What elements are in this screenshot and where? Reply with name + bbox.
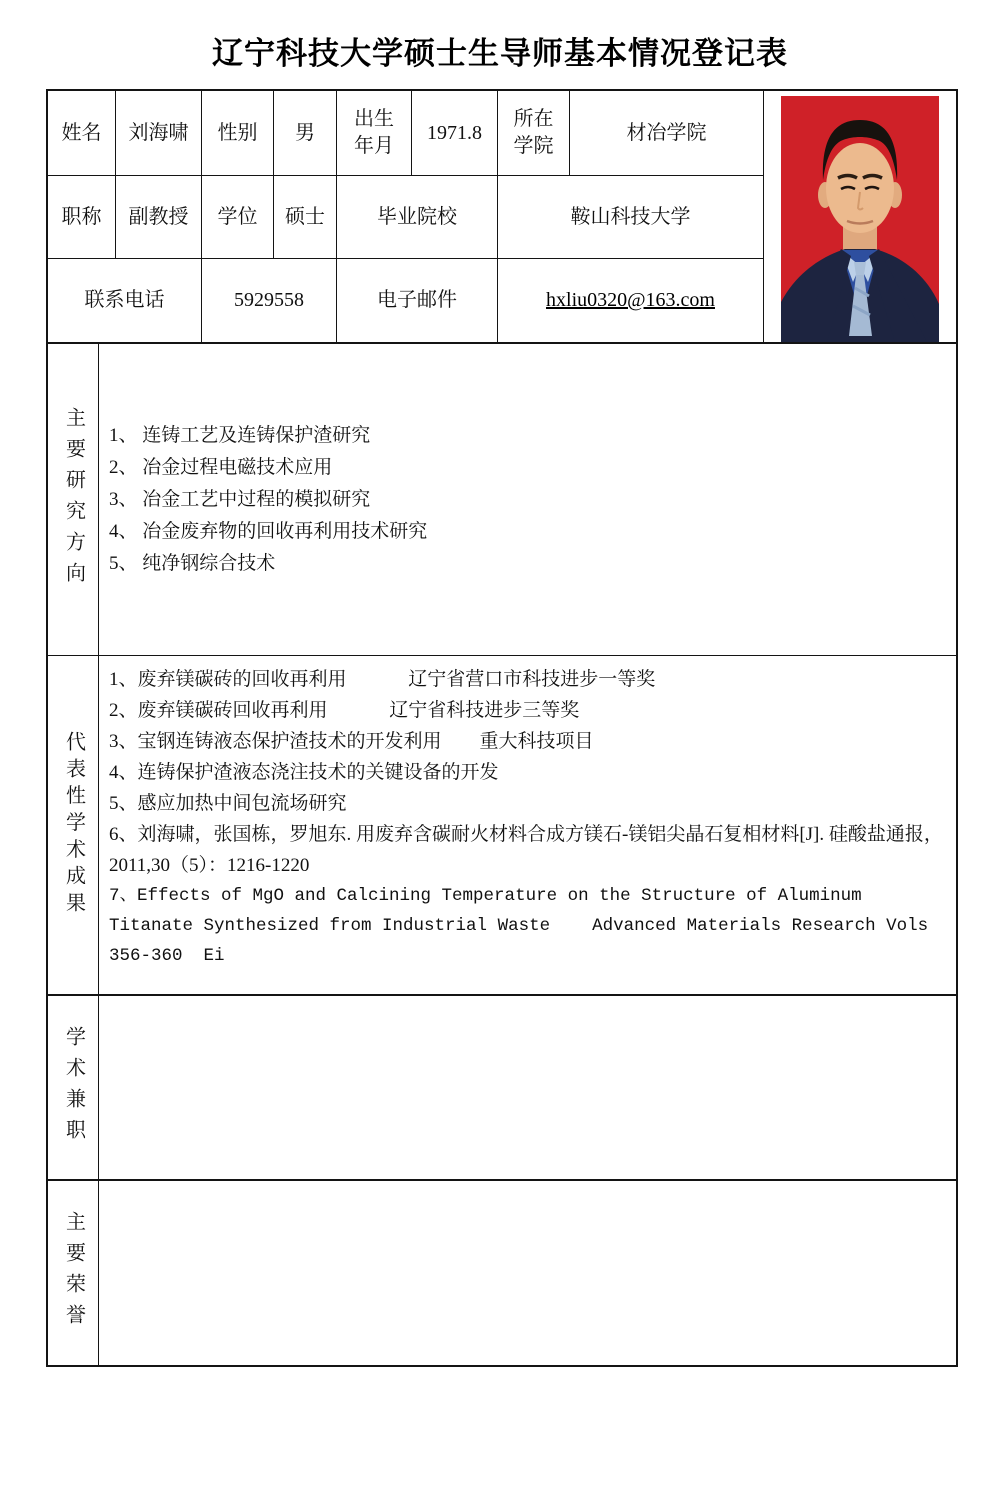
research-item: 1、 连铸工艺及连铸保护渣研究 bbox=[109, 424, 371, 446]
gender-label: 性别 bbox=[202, 91, 274, 176]
college-value: 材冶学院 bbox=[570, 91, 764, 176]
honors-content bbox=[99, 1181, 956, 1365]
achievement-item: 6、刘海啸，张国栋，罗旭东. 用废弃含碳耐火材料合成方镁石-镁铝尖晶石复相材料[J]. 硅酸盐通报，2011,30（5）：1216-1220 bbox=[109, 824, 943, 876]
academic-positions-label-cell bbox=[48, 996, 99, 1181]
degree-label: 学位 bbox=[202, 176, 274, 259]
research-item: 2、 冶金过程电磁技术应用 bbox=[109, 456, 333, 478]
academic-positions-content bbox=[99, 996, 956, 1181]
achievement-item: 5、感应加热中间包流场研究 bbox=[109, 793, 347, 814]
degree-value: 硕士 bbox=[274, 176, 337, 259]
honors-label: 主要荣誉 bbox=[62, 1211, 85, 1335]
college-label: 所在学院 bbox=[498, 91, 570, 176]
graduate-school-value: 鞍山科技大学 bbox=[498, 176, 764, 259]
achievement-item: 7、Effects of MgO and Calcining Temperature on the Structure of Aluminum Titanate Synthesized from Industrial Waste Advanced Materials Research Vols 356-360 Ei bbox=[109, 886, 939, 966]
achievement-item: 1、废弃镁碳砖的回收再利用 辽宁省营口市科技进步一等奖 bbox=[109, 669, 656, 690]
phone-value: 5929558 bbox=[202, 259, 337, 344]
achievements-label: 代表性学术成果 bbox=[62, 731, 85, 919]
achievements-label-cell bbox=[48, 656, 99, 996]
birth-value: 1971.8 bbox=[412, 91, 498, 176]
page-title: 辽宁科技大学硕士生导师基本情况登记表 bbox=[212, 36, 788, 72]
research-item: 4、 冶金废弃物的回收再利用技术研究 bbox=[109, 520, 428, 542]
achievements-content bbox=[99, 656, 956, 996]
gender-value: 男 bbox=[274, 91, 337, 176]
job-title-label: 职称 bbox=[48, 176, 116, 259]
research-label-cell bbox=[48, 344, 99, 656]
achievement-item: 4、连铸保护渣液态浇注技术的关键设备的开发 bbox=[109, 762, 499, 783]
job-title-value: 副教授 bbox=[116, 176, 202, 259]
research-label: 主要研究方向 bbox=[62, 406, 85, 593]
graduate-school-label: 毕业院校 bbox=[337, 176, 498, 259]
birth-label: 出生年月 bbox=[337, 91, 412, 176]
email-link[interactable]: hxliu0320@163.com bbox=[546, 289, 715, 311]
phone-label: 联系电话 bbox=[48, 259, 202, 344]
portrait-photo-image bbox=[781, 96, 939, 342]
info-table bbox=[46, 89, 958, 1367]
name-value: 刘海啸 bbox=[116, 91, 202, 176]
research-item: 3、 冶金工艺中过程的模拟研究 bbox=[109, 488, 371, 510]
supervisor-photo bbox=[764, 91, 956, 344]
achievement-item: 2、废弃镁碳砖回收再利用 辽宁省科技进步三等奖 bbox=[109, 700, 580, 721]
email-label: 电子邮件 bbox=[337, 259, 498, 344]
academic-positions-label: 学术兼职 bbox=[62, 1025, 85, 1150]
research-content bbox=[99, 344, 956, 656]
research-item: 5、 纯净钢综合技术 bbox=[109, 552, 276, 574]
name-label: 姓名 bbox=[48, 91, 116, 176]
email-cell bbox=[498, 259, 764, 344]
honors-label-cell bbox=[48, 1181, 99, 1365]
achievement-item: 3、宝钢连铸液态保护渣技术的开发利用 重大科技项目 bbox=[109, 731, 594, 752]
